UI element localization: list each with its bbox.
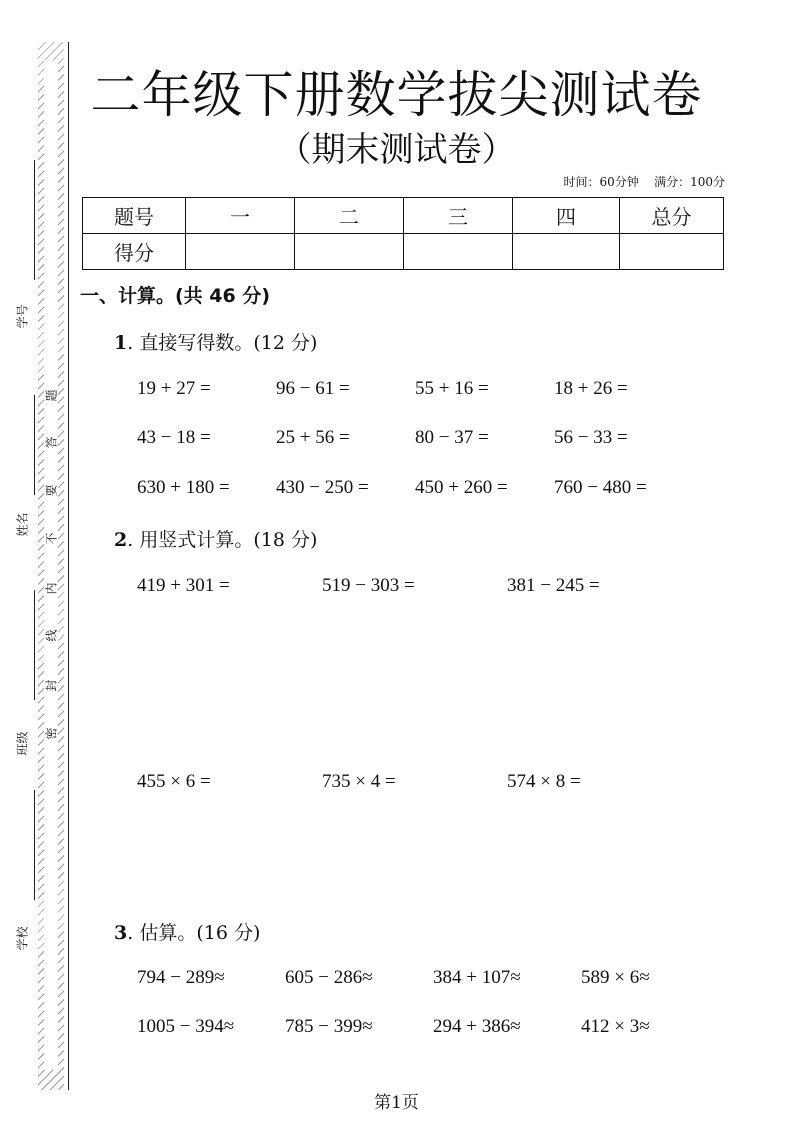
equation: 384 + 107≈: [433, 967, 521, 988]
score-table-header-row: [83, 198, 724, 234]
equation: 630 + 180 =: [137, 477, 230, 498]
equation: 589 × 6≈: [581, 967, 650, 988]
page-subtitle: （期末测试卷）: [277, 130, 516, 170]
school-label: 学校: [15, 926, 30, 951]
question-2-heading: [114, 525, 317, 552]
school-line: [34, 790, 35, 900]
exam-meta: [564, 173, 725, 190]
equation: 55 + 16 =: [415, 378, 489, 399]
seal-char: 线: [44, 629, 59, 642]
page-number: 第1页: [374, 1093, 419, 1113]
score-header-cell: 四: [513, 198, 620, 234]
question-number: 3: [114, 922, 128, 944]
score-table-score-row: [83, 234, 724, 270]
equation: 519 − 303 =: [322, 575, 415, 596]
score-header-cell: 一: [186, 198, 295, 234]
student-id-label: 学号: [15, 304, 30, 329]
score-cell[interactable]: [513, 234, 620, 270]
question-text: . 用竖式计算。(18 分): [127, 529, 318, 551]
score-table: [82, 197, 724, 270]
equation: 419 + 301 =: [137, 575, 230, 596]
score-cell[interactable]: [295, 234, 404, 270]
equation: 760 − 480 =: [554, 477, 647, 498]
question-1-heading: [114, 328, 317, 355]
equation: 381 − 245 =: [507, 575, 600, 596]
seal-char: 封: [44, 679, 59, 692]
class-label: 班级: [15, 731, 30, 756]
name-label: 姓名: [15, 512, 30, 537]
seal-char: 不: [44, 532, 59, 545]
question-number: 2: [114, 529, 128, 551]
score-cell[interactable]: [620, 234, 724, 270]
equation: 785 − 399≈: [285, 1016, 373, 1037]
exam-time: 时间：60分钟: [563, 175, 639, 189]
equation: 43 − 18 =: [137, 427, 211, 448]
equation: 455 × 6 =: [137, 771, 211, 792]
equation: 19 + 27 =: [137, 378, 211, 399]
equation: 56 − 33 =: [554, 427, 628, 448]
exam-full-marks: 满分：100分: [654, 175, 725, 189]
equation: 735 × 4 =: [322, 771, 396, 792]
name-line: [34, 395, 35, 495]
equation: 574 × 8 =: [507, 771, 581, 792]
student-id-line: [34, 160, 35, 280]
question-text: . 估算。(16 分): [127, 922, 261, 944]
seal-char: 密: [44, 727, 59, 740]
question-3-heading: [114, 918, 260, 945]
score-header-cell: 二: [295, 198, 404, 234]
equation: 605 − 286≈: [285, 967, 373, 988]
equation: 794 − 289≈: [137, 967, 225, 988]
page-title: 二年级下册数学拔尖测试卷: [90, 66, 703, 124]
seal-char: 答: [44, 436, 59, 449]
seal-char: 题: [44, 389, 59, 402]
equation: 430 − 250 =: [276, 477, 369, 498]
equation: 450 + 260 =: [415, 477, 508, 498]
section-title: 一、计算。(共 46 分): [80, 285, 271, 307]
score-cell[interactable]: [186, 234, 295, 270]
equation: 25 + 56 =: [276, 427, 350, 448]
equation: 412 × 3≈: [581, 1016, 650, 1037]
score-header-cell: 三: [404, 198, 513, 234]
score-row-label: 得分: [83, 234, 186, 270]
question-text: . 直接写得数。(12 分): [127, 332, 318, 354]
score-header-cell: 总分: [620, 198, 724, 234]
equation: 80 − 37 =: [415, 427, 489, 448]
class-line: [34, 590, 35, 700]
equation: 96 − 61 =: [276, 378, 350, 399]
equation: 18 + 26 =: [554, 378, 628, 399]
score-cell[interactable]: [404, 234, 513, 270]
score-header-cell: 题号: [83, 198, 186, 234]
binding-line: [68, 42, 69, 1090]
equation: 294 + 386≈: [433, 1016, 521, 1037]
binding-margin-strip: [44, 60, 58, 1070]
seal-char: 内: [44, 582, 59, 595]
equation: 1005 − 394≈: [137, 1016, 235, 1037]
seal-char: 要: [44, 484, 59, 497]
question-number: 1: [114, 332, 128, 354]
